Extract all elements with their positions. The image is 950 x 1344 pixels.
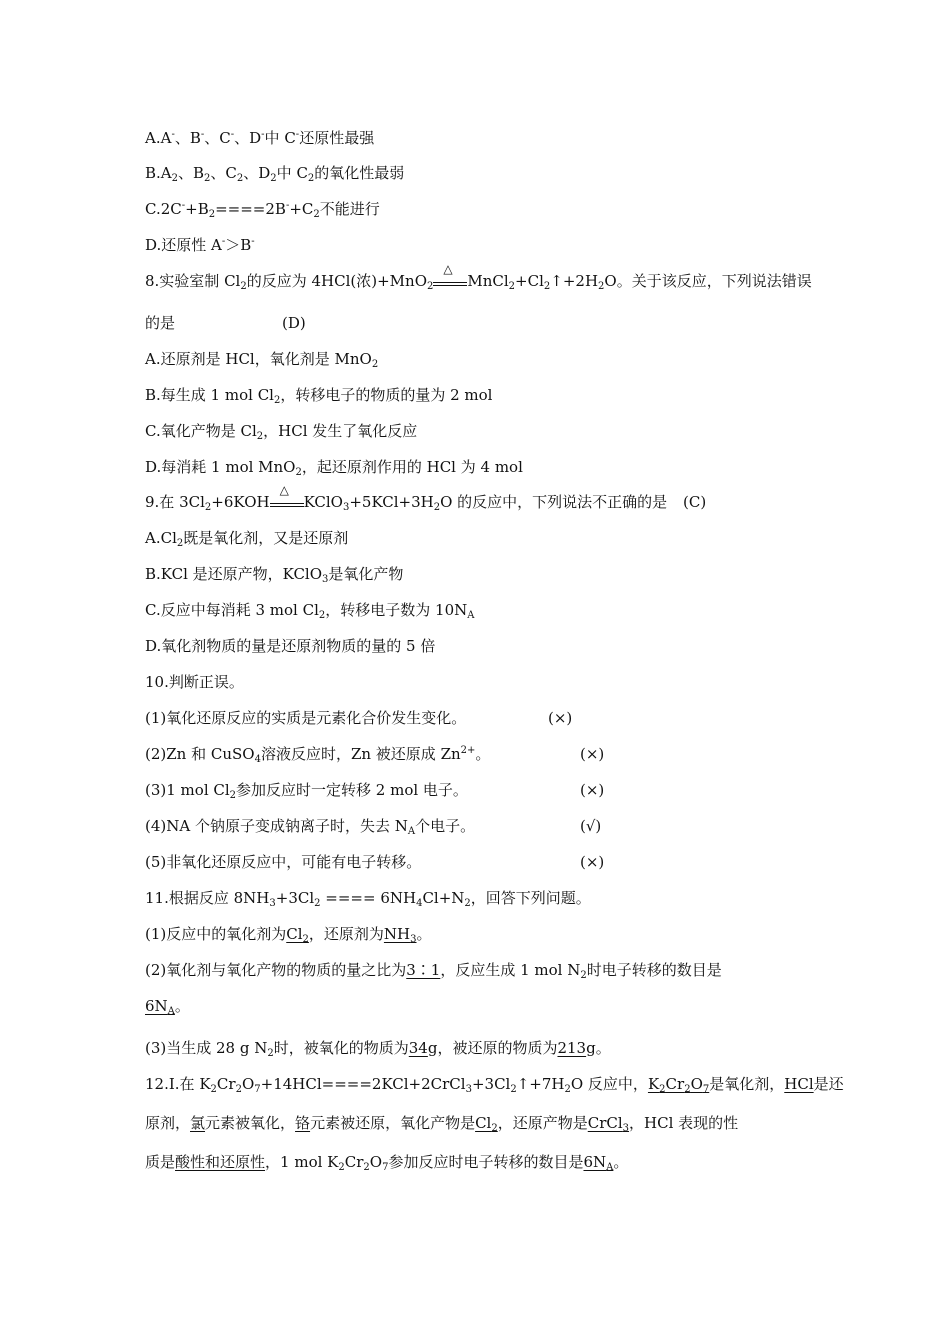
q10-item-1: (1)氧化还原反应的实质是元素化合价发生变化。 bbox=[145, 709, 467, 727]
q12-answer-reductant: HCl bbox=[784, 1075, 814, 1093]
q9-option-b: B.KCl 是还原产物，KClO$_3$是氧化产物 bbox=[145, 565, 404, 585]
q8-option-d: D.每消耗 1 mol MnO$_2$，起还原剂作用的 HCl 为 4 mol bbox=[145, 458, 523, 478]
q12-answer-electrons: $6N_A$ bbox=[583, 1153, 614, 1173]
q12-answer-properties: 酸性和还原性 bbox=[175, 1153, 266, 1171]
q10-stem: 10.判断正误。 bbox=[145, 673, 244, 691]
q8-stem-line2: 的是 bbox=[145, 314, 176, 332]
q9-option-c: C.反应中每消耗 3 mol $Cl_2$，转移电子数为 $10N_A$ bbox=[145, 601, 475, 621]
q10-answer-1: (×) bbox=[548, 709, 573, 727]
q11-answer-reductant: $NH_3$ bbox=[383, 925, 417, 945]
q10-answer-4: (√) bbox=[580, 817, 602, 835]
q11-part-3: (3)当生成 28 g $N_2$时，被氧化的物质为34g，被还原的物质为213g。 bbox=[145, 1039, 611, 1059]
q7-option-a: A.A-、B-、C-、D-中 C-还原性最强 bbox=[145, 129, 375, 147]
q7-option-c: $C.2C^-+B_2====2B^-+C_2$不能进行 bbox=[145, 200, 380, 220]
q11-answer-oxidant: $Cl_2$ bbox=[286, 925, 309, 945]
q11-stem: 11.根据反应 $8NH_3+3Cl_2$ ==== $6NH_4Cl+N_2$，回答下列问题。 bbox=[145, 889, 591, 909]
q12-line-2: 原剂，氯元素被氧化，铬元素被还原，氧化产物是$Cl_2$，还原产物是CrCl$_3$，HCl 表现的性 bbox=[145, 1114, 739, 1134]
q12-answer-oxidation-product: $Cl_2$ bbox=[475, 1114, 498, 1134]
q8-option-c: C.氧化产物是 $Cl_2$，HCl 发生了氧化反应 bbox=[145, 422, 418, 442]
q9-answer: (C) bbox=[683, 493, 707, 511]
q11-answer-electrons: $6N_A$ bbox=[145, 997, 175, 1017]
q9-option-a: $A.Cl_2$既是氧化剂，又是还原剂 bbox=[145, 529, 349, 549]
q10-answer-5: (×) bbox=[580, 853, 605, 871]
q8-option-b: B.每生成 1 mol $Cl_2$，转移电子的物质的量为 2 mol bbox=[145, 386, 493, 406]
q10-answer-2: (×) bbox=[580, 745, 605, 763]
q11-part-2: (2)氧化剂与氧化产物的物质的量之比为3∶1，反应生成 1 mol $N_2$时电子转移的数目是 bbox=[145, 961, 722, 981]
heat-condition-symbol: △ bbox=[433, 273, 467, 286]
q10-item-3: (3)1 mol $Cl_2$参加反应时一定转移 2 mol 电子。 bbox=[145, 781, 468, 801]
heat-condition-symbol: △ bbox=[270, 494, 304, 507]
q9-option-d: D.氧化剂物质的量是还原剂物质的量的 5 倍 bbox=[145, 637, 436, 655]
q7-option-b: $B.A_2$、$B_2$、$C_2$、$D_2$中 $C_2$的氧化性最弱 bbox=[145, 164, 405, 184]
q12-answer-oxidant: $K_2Cr_2O_7$ bbox=[647, 1075, 710, 1095]
q7-option-d: D.还原性 A-＞B- bbox=[145, 236, 255, 254]
q11-part-2-line2: $6N_A$。 bbox=[145, 997, 190, 1017]
q11-part-1: (1)反应中的氧化剂为$Cl_2$，还原剂为$NH_3$。 bbox=[145, 925, 432, 945]
q12-answer-reduction-product: CrCl$_3$ bbox=[587, 1114, 630, 1134]
q10-item-4: (4)NA 个钠原子变成钠离子时，失去 $N_A$个电子。 bbox=[145, 817, 476, 837]
q12-line-1: 12.Ⅰ.在 $K_2Cr_2O_7+14HCl====2KCl+2CrCl_3+3Cl_2↑+7H_2O$ 反应中，$K_2Cr_2O_7$是氧化剂，HCl是还 bbox=[145, 1075, 844, 1095]
q8-answer: (D) bbox=[282, 314, 306, 332]
q11-answer-reduced-mass: 213 bbox=[557, 1039, 587, 1057]
q11-answer-oxidized-mass: 34 bbox=[408, 1039, 428, 1057]
q10-item-5: (5)非氧化还原反应中，可能有电子转移。 bbox=[145, 853, 422, 871]
q12-answer-oxidized-element: 氯 bbox=[190, 1114, 206, 1132]
q10-answer-3: (×) bbox=[580, 781, 605, 799]
q8-stem: 8.实验室制 $Cl_2$的反应为 4HCl(浓)+MnO$_2$ △ $MnCl_2+Cl_2↑+2H_2O$。关于该反应，下列说法错误 bbox=[145, 262, 812, 292]
q12-answer-reduced-element: 铬 bbox=[295, 1114, 311, 1132]
q8-option-a: A.还原剂是 HCl，氧化剂是 MnO$_2$ bbox=[145, 350, 379, 370]
q10-item-2: (2)Zn 和 CuSO$_4$溶液反应时，Zn 被还原成 $Zn^{2+}$。 bbox=[145, 745, 491, 765]
q12-line-3: 质是酸性和还原性，1 mol $K_2Cr_2O_7$参加反应时电子转移的数目是$6N_A$。 bbox=[145, 1153, 629, 1173]
q9-stem: 9.在 $3Cl_2+6KOH$ △ $KClO_3+5KCl+3H_2O$ 的反应中，下列说法不正确的是 bbox=[145, 483, 668, 513]
q11-answer-ratio: 3∶1 bbox=[406, 961, 441, 979]
